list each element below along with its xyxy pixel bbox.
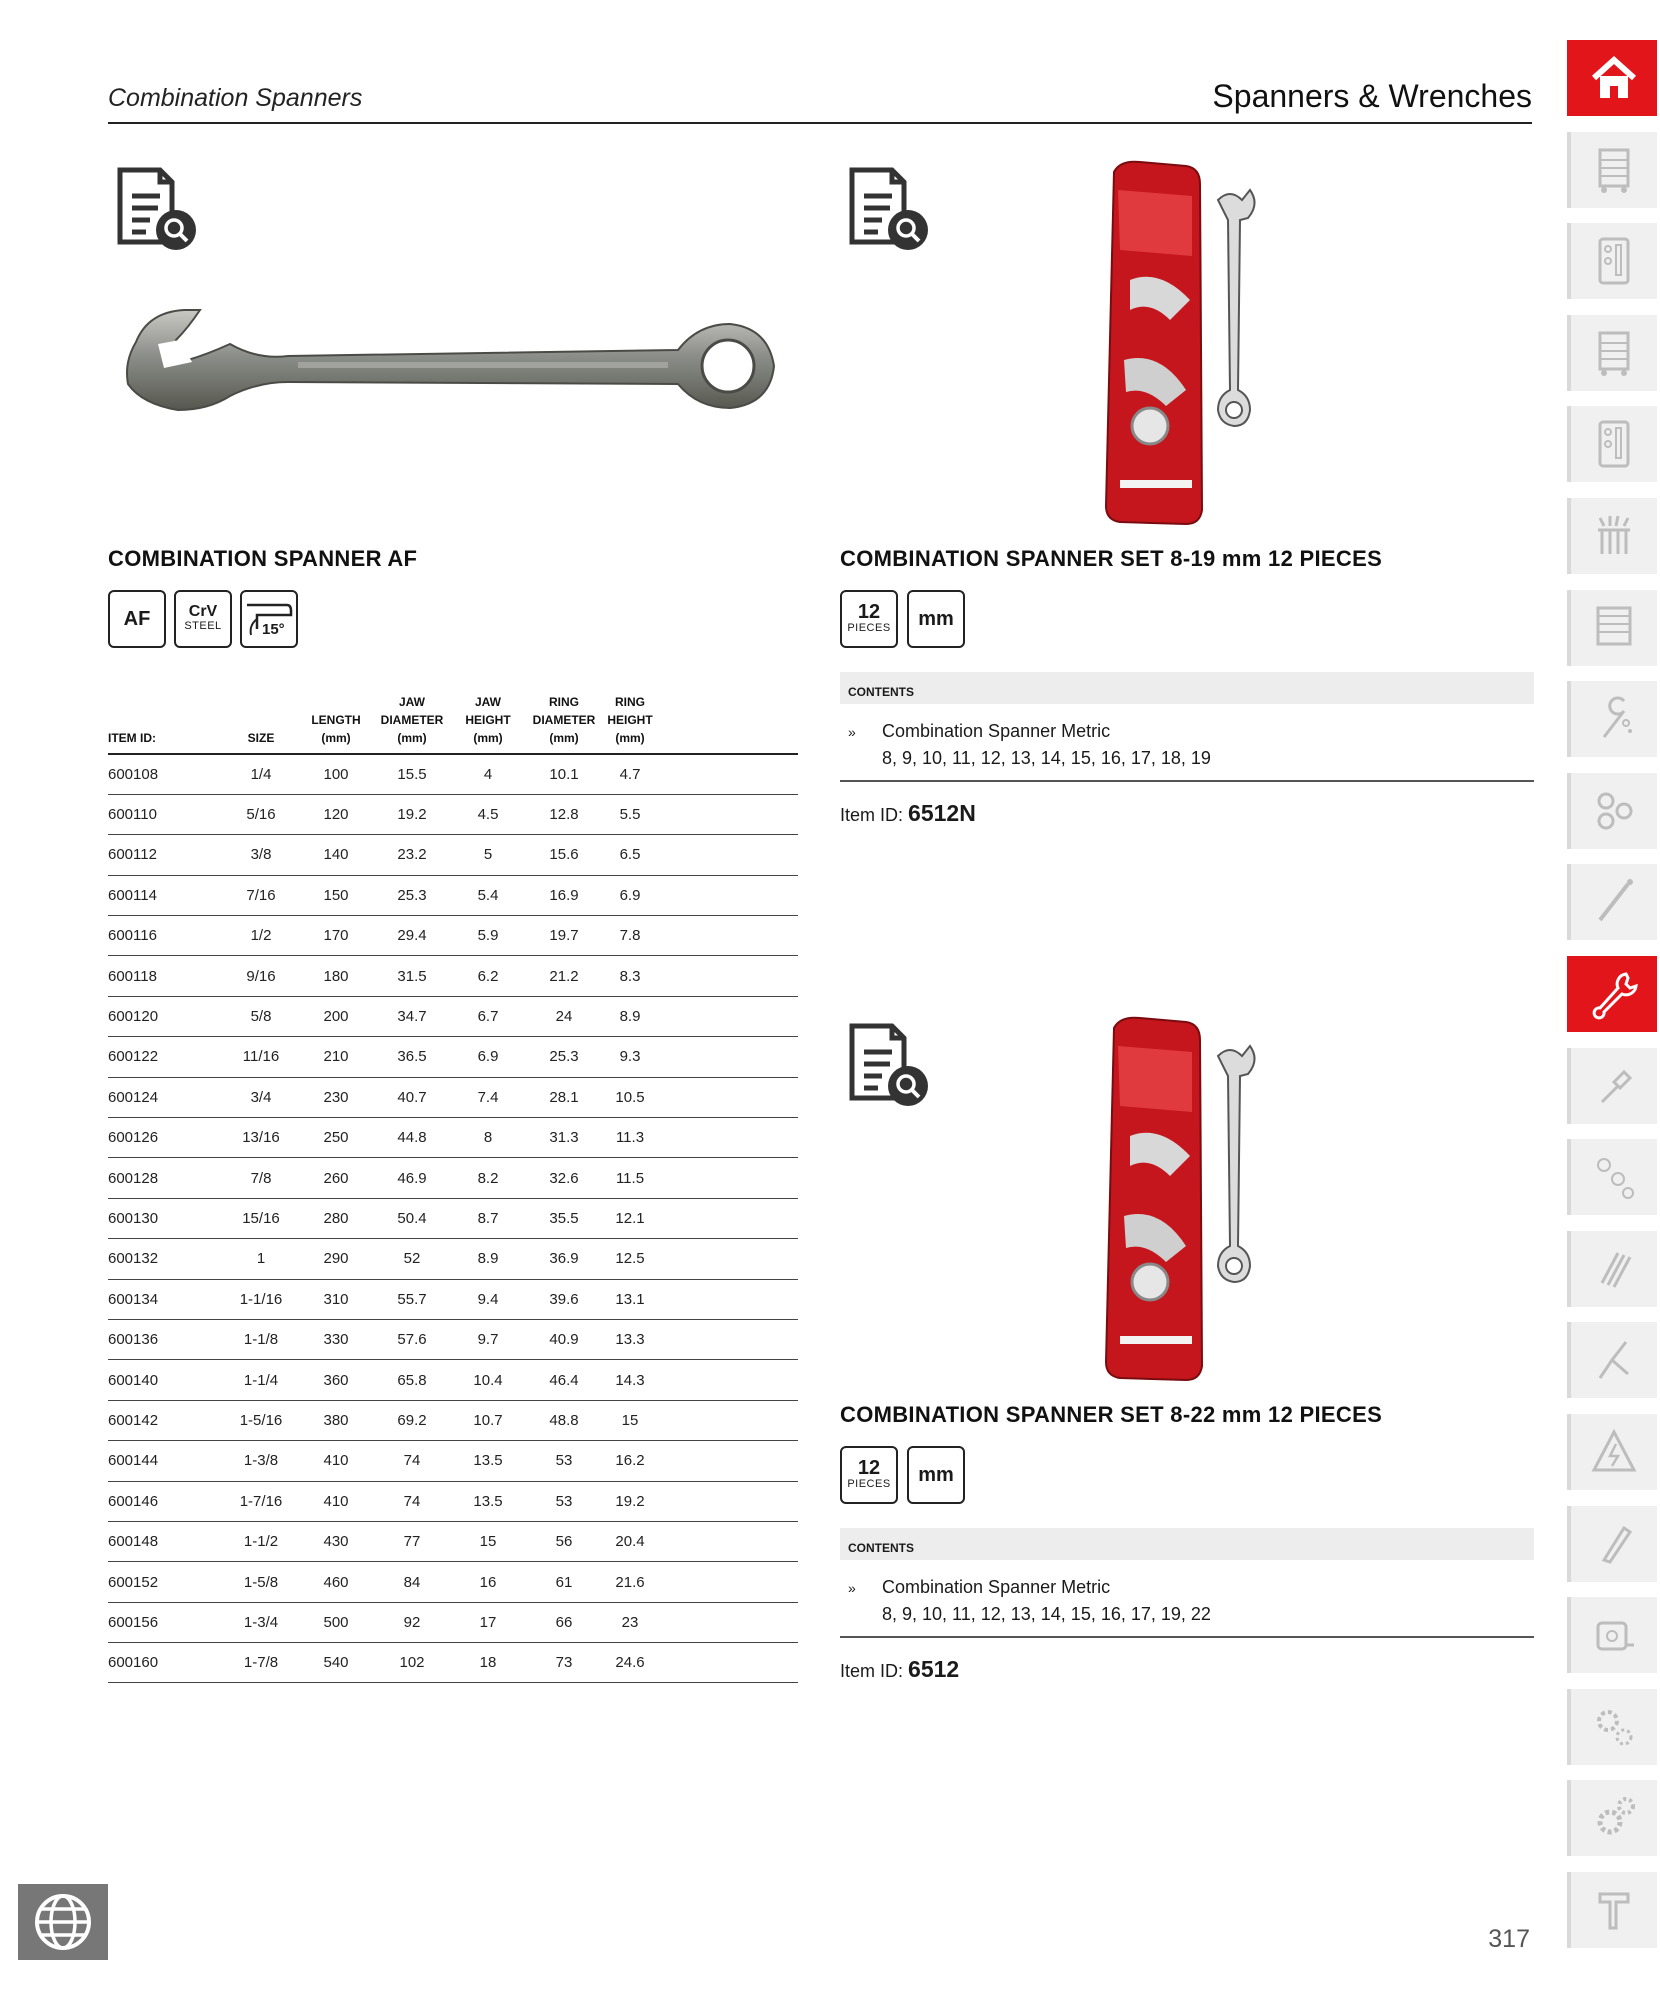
contents-item — [840, 704, 1534, 780]
table-spacer-cell — [658, 1643, 798, 1683]
table-cell: 1-3/8 — [224, 1441, 298, 1481]
table-cell: 16.2 — [602, 1441, 658, 1481]
table-spacer-cell — [658, 794, 798, 834]
table-spacer-cell — [658, 1239, 798, 1279]
table-cell: 1-1/16 — [224, 1279, 298, 1319]
table-cell: 32.6 — [526, 1158, 602, 1198]
table-cell: 19.7 — [526, 916, 602, 956]
table-cell: 40.9 — [526, 1319, 602, 1359]
table-cell: 6.2 — [450, 956, 526, 996]
screwdriver-icon — [1588, 1060, 1640, 1112]
table-cell: 230 — [298, 1077, 374, 1117]
table-cell: 10.7 — [450, 1400, 526, 1440]
sidebar-item-hex-keys[interactable] — [1567, 1231, 1657, 1307]
table-spacer-cell — [658, 1198, 798, 1238]
table-cell: 21.2 — [526, 956, 602, 996]
table-cell: 4 — [450, 754, 526, 794]
table-cell: 36.5 — [374, 1037, 450, 1077]
table-cell: 15/16 — [224, 1198, 298, 1238]
sidebar-item-tool-tray[interactable] — [1567, 406, 1657, 482]
table-cell: 10.5 — [602, 1077, 658, 1117]
table-cell: 6.9 — [450, 1037, 526, 1077]
table-row — [108, 1198, 798, 1238]
table-row — [108, 996, 798, 1036]
table-cell: 84 — [374, 1562, 450, 1602]
table-cell: 9.7 — [450, 1319, 526, 1359]
table-cell: 23.2 — [374, 835, 450, 875]
table-cell: 13.1 — [602, 1279, 658, 1319]
item-id: Item ID: 6512N — [840, 800, 976, 826]
table-cell: 1 — [224, 1239, 298, 1279]
table-cell: 600140 — [108, 1360, 224, 1400]
combination-spanner-image — [118, 300, 788, 430]
table-cell: 1/2 — [224, 916, 298, 956]
table-spacer-cell — [658, 1602, 798, 1642]
table-cell: 15 — [602, 1400, 658, 1440]
table-cell: 310 — [298, 1279, 374, 1319]
table-row — [108, 1602, 798, 1642]
table-cell: 55.7 — [374, 1279, 450, 1319]
table-cell: 12.8 — [526, 794, 602, 834]
contents-label: CONTENTS — [840, 672, 1534, 704]
table-row — [108, 1158, 798, 1198]
table-cell: 29.4 — [374, 916, 450, 956]
sidebar-item-tool-trolley[interactable] — [1567, 132, 1657, 208]
table-cell: 600112 — [108, 835, 224, 875]
table-cell: 8.9 — [450, 1239, 526, 1279]
table-cell: 34.7 — [374, 996, 450, 1036]
table-spacer-cell — [658, 835, 798, 875]
table-row — [108, 1400, 798, 1440]
table-spacer-cell — [658, 1037, 798, 1077]
sidebar-item-pliers[interactable] — [1567, 1322, 1657, 1398]
table-cell: 600136 — [108, 1319, 224, 1359]
table-cell: 92 — [374, 1602, 450, 1642]
table-row — [108, 754, 798, 794]
table-spacer-cell — [658, 1360, 798, 1400]
table-cell: 600120 — [108, 996, 224, 1036]
table-cell: 16.9 — [526, 875, 602, 915]
table-cell: 12.1 — [602, 1198, 658, 1238]
contents-name: Combination Spanner Metric — [882, 721, 1111, 741]
torque-wrench-icon — [1588, 876, 1640, 928]
table-cell: 210 — [298, 1037, 374, 1077]
table-cell: 1-5/8 — [224, 1562, 298, 1602]
sidebar-item-spanner[interactable] — [1567, 956, 1657, 1032]
table-cell: 66 — [526, 1602, 602, 1642]
table-cell: 140 — [298, 835, 374, 875]
table-cell: 600124 — [108, 1077, 224, 1117]
table-spacer-cell — [658, 1481, 798, 1521]
table-row — [108, 1319, 798, 1359]
table-cell: 14.3 — [602, 1360, 658, 1400]
table-cell: 150 — [298, 875, 374, 915]
table-row — [108, 1562, 798, 1602]
metric-badge: mm — [907, 590, 965, 648]
table-spacer-cell — [658, 1319, 798, 1359]
pliers-icon — [1588, 1334, 1640, 1386]
table-cell: 600122 — [108, 1037, 224, 1077]
table-cell: 74 — [374, 1481, 450, 1521]
contents-box — [840, 672, 1534, 782]
tool-tray-icon — [1588, 418, 1640, 470]
table-cell: 13.5 — [450, 1441, 526, 1481]
table-cell: 6.9 — [602, 875, 658, 915]
table-spacer-cell — [658, 1279, 798, 1319]
table-cell: 61 — [526, 1562, 602, 1602]
table-spacer-cell — [658, 1077, 798, 1117]
table-cell: 19.2 — [602, 1481, 658, 1521]
col-ring-height: RING HEIGHT (mm) — [607, 695, 653, 745]
table-cell: 5.9 — [450, 916, 526, 956]
table-cell: 73 — [526, 1643, 602, 1683]
table-cell: 15.5 — [374, 754, 450, 794]
category-title: Spanners & Wrenches — [1212, 78, 1532, 114]
table-cell: 9.3 — [602, 1037, 658, 1077]
table-cell: 23 — [602, 1602, 658, 1642]
table-cell: 36.9 — [526, 1239, 602, 1279]
table-cell: 39.6 — [526, 1279, 602, 1319]
table-row — [108, 1521, 798, 1561]
table-spacer-cell — [658, 1441, 798, 1481]
table-cell: 1-1/8 — [224, 1319, 298, 1359]
table-row — [108, 1037, 798, 1077]
metric-badge: mm — [907, 1446, 965, 1504]
table-cell: 600128 — [108, 1158, 224, 1198]
sidebar-item-hammer[interactable] — [1567, 1872, 1657, 1948]
table-spacer-cell — [658, 956, 798, 996]
contents-box — [840, 1528, 1534, 1638]
table-cell: 31.5 — [374, 956, 450, 996]
table-cell: 250 — [298, 1118, 374, 1158]
table-cell: 7.8 — [602, 916, 658, 956]
col-size: SIZE — [247, 731, 275, 745]
table-row — [108, 1360, 798, 1400]
table-cell: 380 — [298, 1400, 374, 1440]
product-title: COMBINATION SPANNER SET 8-22 mm 12 PIECES — [840, 1402, 1383, 1427]
hammer-icon — [1588, 1884, 1640, 1936]
table-cell: 600110 — [108, 794, 224, 834]
home-icon — [1588, 52, 1640, 104]
table-cell: 17 — [450, 1602, 526, 1642]
table-cell: 600118 — [108, 956, 224, 996]
table-cell: 410 — [298, 1481, 374, 1521]
contents-sizes: 8, 9, 10, 11, 12, 13, 14, 15, 16, 17, 18, 19 — [882, 748, 1211, 768]
table-cell: 600114 — [108, 875, 224, 915]
table-cell: 1-5/16 — [224, 1400, 298, 1440]
table-cell: 600152 — [108, 1562, 224, 1602]
table-spacer-cell — [658, 1158, 798, 1198]
table-cell: 25.3 — [374, 875, 450, 915]
cutting-icon — [1588, 1518, 1640, 1570]
table-cell: 7/16 — [224, 875, 298, 915]
bits-icon — [1588, 1151, 1640, 1203]
table-spacer-cell — [658, 996, 798, 1036]
pieces-badge: 12 PIECES — [840, 590, 898, 648]
table-spacer-cell — [658, 875, 798, 915]
table-cell: 11/16 — [224, 1037, 298, 1077]
table-cell: 16 — [450, 1562, 526, 1602]
table-cell: 500 — [298, 1602, 374, 1642]
table-cell: 6.7 — [450, 996, 526, 1036]
table-cell: 600108 — [108, 754, 224, 794]
table-cell: 540 — [298, 1643, 374, 1683]
bullet-icon: » — [848, 1580, 856, 1596]
table-cell: 13/16 — [224, 1118, 298, 1158]
contents-item — [840, 1560, 1534, 1636]
sidebar-item-home[interactable] — [1567, 40, 1657, 116]
sidebar-item-bits[interactable] — [1567, 1139, 1657, 1215]
table-cell: 330 — [298, 1319, 374, 1359]
spanner-set-pouch-image — [1100, 160, 1270, 530]
table-cell: 8.7 — [450, 1198, 526, 1238]
table-cell: 15 — [450, 1521, 526, 1561]
contents-name: Combination Spanner Metric — [882, 1577, 1111, 1597]
item-id: Item ID: 6512 — [840, 1656, 960, 1682]
spanner-icon — [1588, 968, 1640, 1020]
table-cell: 410 — [298, 1441, 374, 1481]
table-row — [108, 1239, 798, 1279]
table-cell: 3/4 — [224, 1077, 298, 1117]
table-cell: 20.4 — [602, 1521, 658, 1561]
table-row — [108, 794, 798, 834]
spec-table — [108, 690, 798, 1683]
table-cell: 180 — [298, 956, 374, 996]
automotive-icon — [1588, 1701, 1640, 1753]
tool-set-icon — [1588, 510, 1640, 562]
col-length: LENGTH (mm) — [311, 713, 361, 745]
table-cell: 9/16 — [224, 956, 298, 996]
gears-icon — [1588, 1792, 1640, 1844]
sidebar-item-torque-wrench[interactable] — [1567, 864, 1657, 940]
table-cell: 25.3 — [526, 1037, 602, 1077]
table-cell: 170 — [298, 916, 374, 956]
product-title: COMBINATION SPANNER AF — [108, 546, 418, 571]
table-cell: 5 — [450, 835, 526, 875]
af-badge: AF — [108, 590, 166, 648]
table-cell: 77 — [374, 1521, 450, 1561]
table-cell: 460 — [298, 1562, 374, 1602]
table-spacer-cell — [658, 1400, 798, 1440]
sidebar-item-tool-set[interactable] — [1567, 498, 1657, 574]
table-cell: 19.2 — [374, 794, 450, 834]
sidebar-item-gears[interactable] — [1567, 1780, 1657, 1856]
table-cell: 1-7/8 — [224, 1643, 298, 1683]
table-cell: 260 — [298, 1158, 374, 1198]
table-cell: 3/8 — [224, 835, 298, 875]
table-cell: 8.2 — [450, 1158, 526, 1198]
table-cell: 4.5 — [450, 794, 526, 834]
table-cell: 40.7 — [374, 1077, 450, 1117]
sidebar-item-electrical[interactable] — [1567, 1414, 1657, 1490]
table-cell: 31.3 — [526, 1118, 602, 1158]
table-cell: 1-3/4 — [224, 1602, 298, 1642]
sidebar-item-screwdriver[interactable] — [1567, 1048, 1657, 1124]
sidebar-item-measuring[interactable] — [1567, 1597, 1657, 1673]
table-cell: 13.5 — [450, 1481, 526, 1521]
table-cell: 7/8 — [224, 1158, 298, 1198]
table-cell: 8 — [450, 1118, 526, 1158]
table-row — [108, 1118, 798, 1158]
table-cell: 5/8 — [224, 996, 298, 1036]
table-cell: 18 — [450, 1643, 526, 1683]
datasheet-icon[interactable] — [842, 1020, 934, 1112]
table-cell: 24.6 — [602, 1643, 658, 1683]
table-cell: 44.8 — [374, 1118, 450, 1158]
electrical-icon — [1588, 1426, 1640, 1478]
table-row — [108, 1643, 798, 1683]
sidebar-item-tool-chest[interactable] — [1567, 590, 1657, 666]
globe-icon — [32, 1891, 94, 1953]
tool-trolley-icon — [1588, 327, 1640, 379]
table-cell: 4.7 — [602, 754, 658, 794]
sidebar-item-cutting[interactable] — [1567, 1506, 1657, 1582]
table-cell: 11.5 — [602, 1158, 658, 1198]
spanner-set-pouch-image — [1100, 1016, 1270, 1386]
table-row — [108, 1481, 798, 1521]
table-cell: 600132 — [108, 1239, 224, 1279]
tool-tray-icon — [1588, 235, 1640, 287]
table-cell: 46.4 — [526, 1360, 602, 1400]
sidebar-item-ratchet[interactable] — [1567, 681, 1657, 757]
table-cell: 10.1 — [526, 754, 602, 794]
contents-sizes: 8, 9, 10, 11, 12, 13, 14, 15, 16, 17, 19, 22 — [882, 1604, 1211, 1624]
table-cell: 48.8 — [526, 1400, 602, 1440]
table-cell: 1-1/2 — [224, 1521, 298, 1561]
table-cell: 21.6 — [602, 1562, 658, 1602]
table-cell: 102 — [374, 1643, 450, 1683]
table-cell: 600116 — [108, 916, 224, 956]
table-cell: 600148 — [108, 1521, 224, 1561]
datasheet-icon[interactable] — [110, 164, 202, 256]
table-row — [108, 875, 798, 915]
table-cell: 7.4 — [450, 1077, 526, 1117]
table-cell: 600146 — [108, 1481, 224, 1521]
table-cell: 28.1 — [526, 1077, 602, 1117]
table-spacer-cell — [658, 754, 798, 794]
table-cell: 65.8 — [374, 1360, 450, 1400]
table-cell: 600156 — [108, 1602, 224, 1642]
table-cell: 56 — [526, 1521, 602, 1561]
table-cell: 600144 — [108, 1441, 224, 1481]
table-cell: 53 — [526, 1441, 602, 1481]
table-spacer-cell — [658, 916, 798, 956]
table-row — [108, 1441, 798, 1481]
datasheet-icon[interactable] — [842, 164, 934, 256]
table-cell: 12.5 — [602, 1239, 658, 1279]
sockets-icon — [1588, 785, 1640, 837]
table-cell: 9.4 — [450, 1279, 526, 1319]
table-cell: 13.3 — [602, 1319, 658, 1359]
table-row — [108, 1279, 798, 1319]
angle-15-badge: 15° — [240, 590, 298, 648]
table-spacer-cell — [658, 1521, 798, 1561]
measuring-icon — [1588, 1609, 1640, 1661]
table-cell: 120 — [298, 794, 374, 834]
table-cell: 430 — [298, 1521, 374, 1561]
item-id-value: 6512N — [908, 800, 976, 826]
col-jaw-height: JAW HEIGHT (mm) — [465, 695, 511, 745]
sidebar-item-sockets[interactable] — [1567, 773, 1657, 849]
table-cell: 200 — [298, 996, 374, 1036]
table-cell: 600134 — [108, 1279, 224, 1319]
table-cell: 100 — [298, 754, 374, 794]
page-header — [108, 78, 1532, 124]
table-cell: 5.5 — [602, 794, 658, 834]
hex-keys-icon — [1588, 1243, 1640, 1295]
table-cell: 8.3 — [602, 956, 658, 996]
table-cell: 600126 — [108, 1118, 224, 1158]
spec-table-body — [108, 754, 798, 1683]
table-cell: 50.4 — [374, 1198, 450, 1238]
table-row — [108, 916, 798, 956]
sidebar-item-tool-trolley[interactable] — [1567, 315, 1657, 391]
table-cell: 600130 — [108, 1198, 224, 1238]
table-header-row — [108, 690, 798, 754]
table-cell: 1-1/4 — [224, 1360, 298, 1400]
section-title: Combination Spanners — [108, 84, 363, 112]
pieces-badge: 12 PIECES — [840, 1446, 898, 1504]
crv-steel-badge: CrV STEEL — [174, 590, 232, 648]
table-cell: 52 — [374, 1239, 450, 1279]
item-id-value: 6512 — [908, 1656, 960, 1682]
table-cell: 74 — [374, 1441, 450, 1481]
tool-chest-icon — [1588, 602, 1640, 654]
table-cell: 24 — [526, 996, 602, 1036]
table-row — [108, 956, 798, 996]
table-cell: 360 — [298, 1360, 374, 1400]
col-ring-diameter: RING DIAMETER (mm) — [532, 695, 596, 745]
table-spacer-cell — [658, 1118, 798, 1158]
website-button[interactable] — [18, 1884, 108, 1960]
table-cell: 290 — [298, 1239, 374, 1279]
table-cell: 53 — [526, 1481, 602, 1521]
table-spacer-cell — [658, 1562, 798, 1602]
bullet-icon: » — [848, 724, 856, 740]
table-cell: 5/16 — [224, 794, 298, 834]
contents-label: CONTENTS — [840, 1528, 1534, 1560]
table-cell: 15.6 — [526, 835, 602, 875]
col-spacer — [658, 690, 798, 754]
col-jaw-diameter: JAW DIAMETER (mm) — [380, 695, 444, 745]
table-cell: 5.4 — [450, 875, 526, 915]
col-item-id: ITEM ID: — [108, 731, 156, 745]
sidebar-item-automotive[interactable] — [1567, 1689, 1657, 1765]
table-row — [108, 1077, 798, 1117]
table-cell: 8.9 — [602, 996, 658, 1036]
table-cell: 6.5 — [602, 835, 658, 875]
table-cell: 280 — [298, 1198, 374, 1238]
table-cell: 1-7/16 — [224, 1481, 298, 1521]
ratchet-icon — [1588, 693, 1640, 745]
sidebar-item-tool-tray[interactable] — [1567, 223, 1657, 299]
table-cell: 35.5 — [526, 1198, 602, 1238]
table-cell: 11.3 — [602, 1118, 658, 1158]
table-cell: 1/4 — [224, 754, 298, 794]
table-cell: 46.9 — [374, 1158, 450, 1198]
table-cell: 57.6 — [374, 1319, 450, 1359]
table-row — [108, 835, 798, 875]
table-cell: 69.2 — [374, 1400, 450, 1440]
product-title: COMBINATION SPANNER SET 8-19 mm 12 PIECES — [840, 546, 1383, 571]
tool-trolley-icon — [1588, 144, 1640, 196]
page-number: 317 — [1488, 1925, 1530, 1953]
table-cell: 10.4 — [450, 1360, 526, 1400]
table-cell: 600142 — [108, 1400, 224, 1440]
table-cell: 600160 — [108, 1643, 224, 1683]
